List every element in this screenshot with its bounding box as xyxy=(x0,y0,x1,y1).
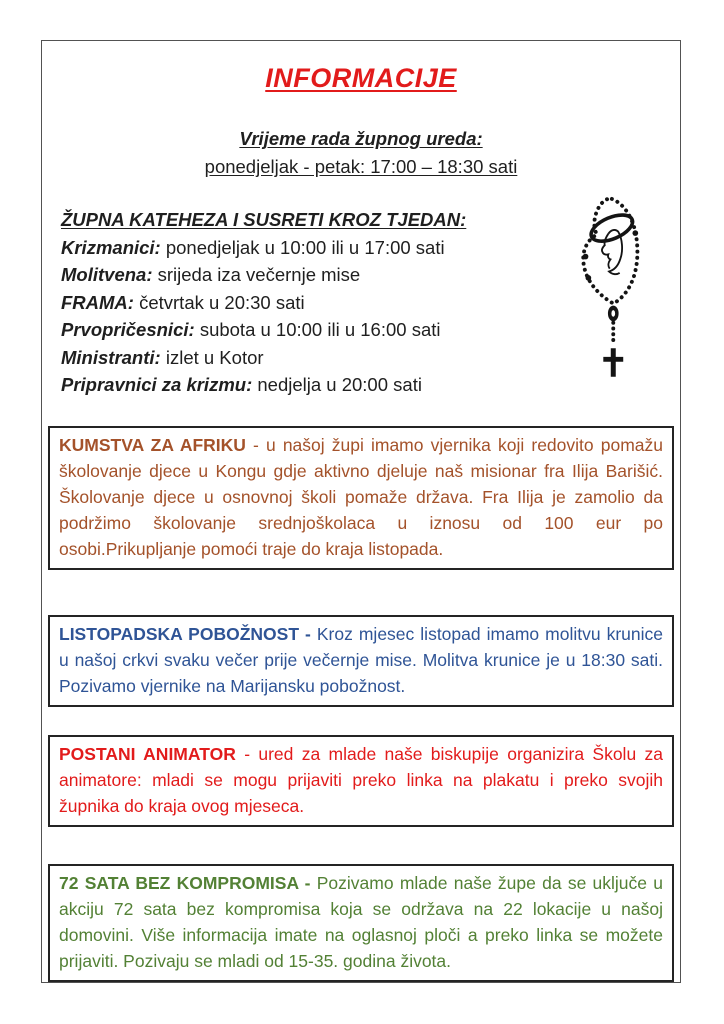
weekly-item-group: FRAMA: xyxy=(61,291,134,313)
notice-body: - u našoj župi imamo vjernika koji redovito pomažu školovanje djece u Kongu gdje aktivno djeluje naš misionar fra Ilija Barišić. Školovanje djece u osnovnoj školi pomaže država. Fra Ilija je zamolio da podržimo školovanje srednjoškolaca u iznosu od 100 eur po osobi.Prikupljanje pomoći traje do kraja listopada. xyxy=(59,434,663,559)
weekly-item-prvopricesnici xyxy=(61,316,571,344)
notice-postani-animator xyxy=(48,735,674,827)
weekly-item-pripravnici xyxy=(61,371,571,399)
notice-body: Pozivamo mlade naše župe da se uključe u akciju 72 sata bez kompromisa koja se održava na 22 lokacije u našoj domovini. Više informacija imate na oglasnoj ploči a preko linka se možete prijaviti. Pozivaju se mladi od 15-35. godina života. xyxy=(59,872,663,971)
weekly-item-group: Molitvena: xyxy=(61,264,153,285)
weekly-item-frama xyxy=(61,289,571,317)
page-title: INFORMACIJE xyxy=(265,63,457,93)
weekly-item-ministranti xyxy=(61,344,571,372)
office-hours-heading: Vrijeme rada župnog ureda: xyxy=(239,128,483,149)
rosary-madonna-icon xyxy=(566,189,652,381)
weekly-schedule-block xyxy=(48,206,571,399)
weekly-item-molitvena xyxy=(61,261,571,289)
weekly-item-detail: ponedjeljak u 10:00 ili u 17:00 sati xyxy=(165,236,445,258)
office-hours-line: ponedjeljak - petak: 17:00 – 18:30 sati xyxy=(204,155,518,177)
notice-title: KUMSTVA ZA AFRIKU xyxy=(59,434,246,455)
notice-kumstva-za-afriku xyxy=(48,426,674,570)
weekly-item-group: Ministranti: xyxy=(61,346,161,368)
notice-title: LISTOPADSKA POBOŽNOST - xyxy=(59,623,311,644)
weekly-item-detail: četvrtak u 20:30 sati xyxy=(139,291,305,313)
notice-title: POSTANI ANIMATOR xyxy=(59,743,236,764)
notice-body: Kroz mjesec listopad imamo molitvu krunice u našoj crkvi svaku večer prije večernje mise. Molitva krunice je u 18:30 sati. Pozivamo vjernike na Marijansku pobožnost. xyxy=(59,623,663,696)
notice-body: - ured za mlade naše biskupije organizira Školu za animatore: mladi se mogu prijaviti preko linka na plakatu i preko svojih župnika do kraja ovog mjeseca. xyxy=(59,743,663,816)
weekly-item-group: Pripravnici za krizmu: xyxy=(61,374,253,395)
notice-72-sata-bez-kompromisa xyxy=(48,864,674,982)
office-hours-block xyxy=(48,125,674,180)
page-content xyxy=(42,41,680,982)
weekly-item-detail: nedjelja u 20:00 sati xyxy=(257,374,422,395)
page-title-row xyxy=(48,41,674,94)
weekly-item-group: Prvopričesnici: xyxy=(61,319,195,340)
weekly-item-detail: izlet u Kotor xyxy=(165,346,264,368)
notice-title: 72 SATA BEZ KOMPROMISA - xyxy=(59,872,311,893)
weekly-item-krizmanici xyxy=(61,234,571,262)
page-border-frame xyxy=(41,40,681,983)
weekly-schedule-heading: ŽUPNA KATEHEZA I SUSRETI KROZ TJEDAN: xyxy=(61,209,467,230)
weekly-item-group: Krizmanici: xyxy=(61,236,161,258)
notice-listopadska-poboznost xyxy=(48,615,674,707)
weekly-item-detail: srijeda iza večernje mise xyxy=(157,264,361,285)
weekly-item-detail: subota u 10:00 ili u 16:00 sati xyxy=(199,319,441,340)
